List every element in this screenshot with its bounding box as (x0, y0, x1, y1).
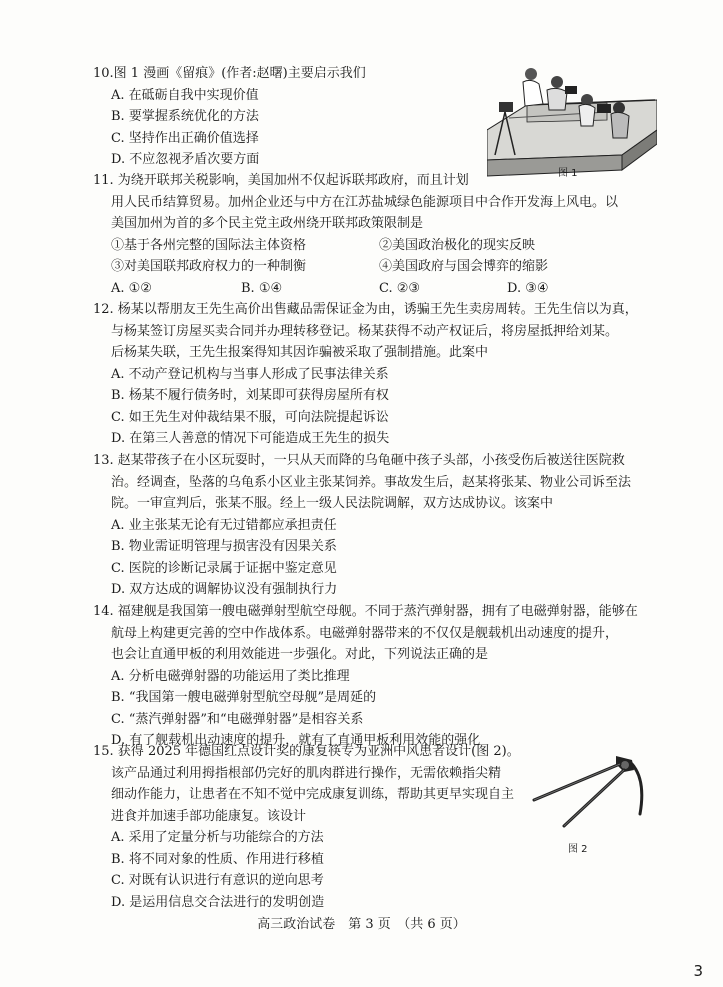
question-13-option-b: B. 物业需证明管理与损害没有因果关系 (111, 539, 337, 554)
question-14-line-1: 14. 福建舰是我国第一艘电磁弹射型航空母舰。不同于蒸汽弹射器，拥有了电磁弹射器，能够在 (93, 604, 638, 619)
question-13 (93, 450, 631, 601)
question-14-line-2: 航母上构建更完善的空中作战体系。电磁弹射器带来的不仅仅是舰载机出动速度的提升， (111, 625, 619, 641)
question-13-line-3: 院。一审宣判后，张某不服。经上一级人民法院调解，双方达成协议。该案中 (111, 496, 554, 511)
question-15-line-3: 细动作能力，让患者在不知不觉中完成康复训练，帮助其更早实现自主 (111, 787, 515, 802)
question-14 (93, 601, 638, 752)
question-15-line-4: 进食并加速手部功能康复。该设计 (111, 808, 307, 824)
question-13-option-a: A. 业主张某无论有无过错都应承担责任 (111, 517, 337, 533)
figure-1-cartoon (487, 60, 657, 178)
question-12-option-b: B. 杨某不履行债务时，刘某即可获得房屋所有权 (111, 388, 389, 403)
question-15 (93, 741, 520, 913)
question-13-option-d: D. 双方达成的调解协议没有强制执行力 (111, 582, 338, 597)
question-11-statement-2: ②美国政治极化的现实反映 (379, 237, 536, 253)
question-15-option-a: A. 采用了定量分析与功能综合的方法 (111, 830, 324, 845)
question-14-line-3: 也会让直通甲板的利用效能进一步强化。对此，下列说法正确的是 (111, 647, 489, 662)
question-15-line-1: 15. 获得 2025 年德国红点设计奖的康复筷专为亚洲中风患者设计(图 2)。 (93, 744, 520, 759)
question-13-line-2: 治。经调查，坠落的乌龟系小区业主张某饲养。事故发生后，赵某将张某、物业公司诉至法 (111, 474, 632, 490)
question-12-option-c: C. 如王先生对仲裁结果不服，可向法院提起诉讼 (111, 409, 389, 425)
figure-1-caption: 图 1 (558, 168, 578, 179)
question-13-line-1: 13. 赵某带孩子在小区玩耍时，一只从天而降的乌龟砸中孩子头部，小孩受伤后被送往医院救 (93, 453, 625, 468)
question-10-stem: 10.图 1 漫画《留痕》(作者:赵曙)主要启示我们 (93, 66, 366, 81)
question-11-line-2: 用人民币结算贸易。加州企业还与中方在江苏盐城绿色能源项目中合作开发海上风电。以 (111, 194, 619, 210)
question-11-option-b: B. ①④ (241, 280, 283, 296)
question-10 (93, 63, 366, 171)
question-15-option-c: C. 对既有认识进行有意识的逆向思考 (111, 873, 324, 888)
question-13-option-c: C. 医院的诊断记录属于证据中鉴定意见 (111, 560, 337, 576)
question-11-statement-4: ④美国政府与国会博弈的缩影 (379, 259, 549, 274)
question-12-option-a: A. 不动产登记机构与当事人形成了民事法律关系 (111, 366, 389, 382)
question-11-line-1: 11. 为绕开联邦关税影响，美国加州不仅起诉联邦政府，而且计划 (93, 173, 469, 188)
page-number: 3 (693, 962, 703, 980)
question-12-line-1: 12. 杨某以帮朋友王先生高价出售藏品需保证金为由，诱骗王先生卖房周转。王先生信以为真， (93, 302, 638, 317)
question-12 (93, 299, 638, 450)
question-12-line-2: 与杨某签订房屋买卖合同并办理转移登记。杨某获得不动产权证后，将房屋抵押给刘某。 (111, 323, 619, 339)
question-11-statement-3: ③对美国联邦政府权力的一种制衡 (111, 259, 307, 274)
question-10-option-d: D. 不应忽视矛盾次要方面 (111, 152, 260, 167)
question-10-option-a: A. 在砥砺自我中实现价值 (111, 87, 259, 103)
question-15-line-2: 该产品通过利用拇指根部仍完好的肌肉群进行操作，无需依赖指尖精 (111, 765, 502, 781)
question-10-option-c: C. 坚持作出正确价值选择 (111, 130, 259, 146)
figure-2-chopsticks (528, 750, 650, 834)
question-11-line-3: 美国加州为首的多个民主党主政州绕开联邦政策限制是 (111, 216, 424, 231)
figure-2-caption: 图 2 (568, 844, 588, 855)
question-12-line-3: 后杨某失联，王先生报案得知其因诈骗被采取了强制措施。此案中 (111, 345, 489, 360)
question-11-option-a: A. ①② (111, 280, 152, 296)
question-15-option-b: B. 将不同对象的性质、作用进行移植 (111, 851, 324, 867)
question-14-option-d: D. 有了舰载机出动速度的提升，就有了直通甲板利用效能的强化 (111, 733, 481, 748)
question-11 (93, 170, 618, 299)
question-14-option-b: B. “我国第一艘电磁弹射型航空母舰”是周延的 (111, 690, 377, 705)
question-10-option-b: B. 要掌握系统优化的方法 (111, 109, 259, 124)
question-15-option-d: D. 是运用信息交合法进行的发明创造 (111, 894, 325, 910)
question-11-option-d: D. ③④ (507, 280, 549, 296)
question-14-option-c: C. “蒸汽弹射器”和“电磁弹射器”是相容关系 (111, 711, 364, 727)
question-12-option-d: D. 在第三人善意的情况下可能造成王先生的损失 (111, 431, 390, 446)
page-footer: 高三政治试卷 第 3 页 （共 6 页） (257, 917, 466, 932)
question-14-option-a: A. 分析电磁弹射器的功能运用了类比推理 (111, 668, 350, 684)
question-11-option-c: C. ②③ (379, 280, 421, 296)
question-11-statement-1: ①基于各州完整的国际法主体资格 (111, 237, 307, 253)
